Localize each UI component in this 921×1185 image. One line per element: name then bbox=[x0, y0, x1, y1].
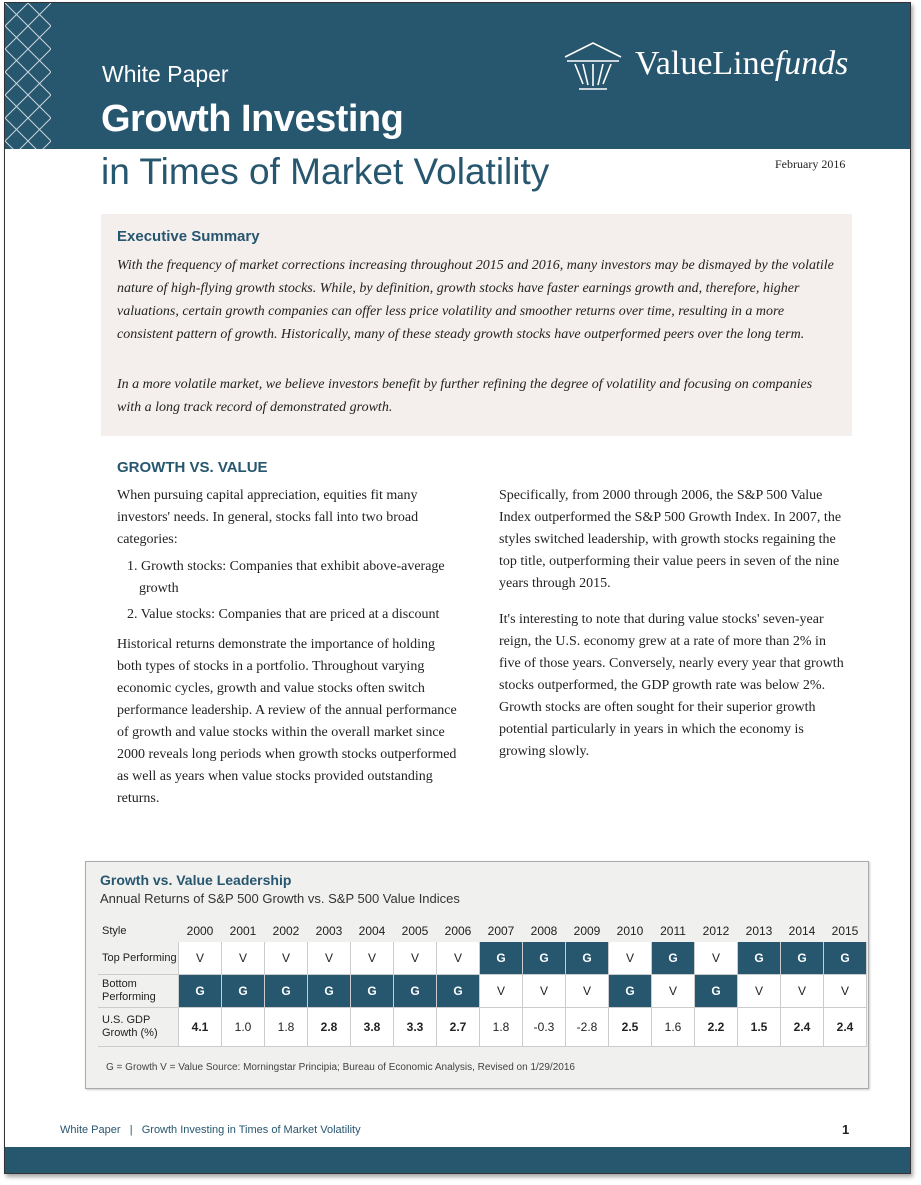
year-header: 2011 bbox=[652, 920, 695, 942]
gdp-growth-cell: 2.2 bbox=[695, 1008, 738, 1047]
table-subtitle: Annual Returns of S&P 500 Growth vs. S&P 500 Value Indices bbox=[100, 891, 460, 906]
right-column bbox=[499, 485, 844, 763]
intro-paragraph: When pursuing capital appreciation, equities fit many investors' needs. In general, stocks fall into two broad categories: bbox=[117, 488, 419, 547]
year-header: 2004 bbox=[351, 920, 394, 942]
year-header-row bbox=[98, 920, 867, 942]
table-title: Growth vs. Value Leadership bbox=[100, 872, 292, 888]
executive-summary-heading: Executive Summary bbox=[117, 228, 260, 245]
gdp-growth-cell: 1.8 bbox=[480, 1008, 523, 1047]
leadership-table bbox=[98, 920, 867, 1047]
page-footer: White Paper | Growth Investing in Times of Market Volatility bbox=[60, 1124, 361, 1136]
bottom-performing-cell: G bbox=[308, 975, 351, 1008]
gdp-growth-cell: -0.3 bbox=[523, 1008, 566, 1047]
year-header: 2002 bbox=[265, 920, 308, 942]
list-item: 2. Value stocks: Companies that are priced at a discount bbox=[127, 607, 440, 622]
top-performing-cell: V bbox=[179, 942, 222, 975]
valueline-logo bbox=[561, 39, 871, 99]
year-header: 2015 bbox=[824, 920, 867, 942]
leadership-table-box bbox=[85, 861, 869, 1089]
gdp-growth-cell: 3.8 bbox=[351, 1008, 394, 1047]
bottom-performing-cell: G bbox=[394, 975, 437, 1008]
gdp-growth-cell: 1.0 bbox=[222, 1008, 265, 1047]
top-performing-cell: G bbox=[738, 942, 781, 975]
document-page bbox=[4, 2, 911, 1174]
gdp-growth-cell: 2.8 bbox=[308, 1008, 351, 1047]
bottom-performing-row bbox=[98, 975, 867, 1008]
bottom-performing-cell: V bbox=[652, 975, 695, 1008]
bottom-performing-cell: V bbox=[566, 975, 609, 1008]
top-performing-cell: V bbox=[308, 942, 351, 975]
gdp-growth-cell: 3.3 bbox=[394, 1008, 437, 1047]
bottom-performing-cell: G bbox=[222, 975, 265, 1008]
gdp-growth-cell: 1.8 bbox=[265, 1008, 308, 1047]
gdp-note-paragraph: It's interesting to note that during value stocks' seven-year reign, the U.S. economy grew at a rate of more than 2% in five of those years. Conversely, nearly every year that growth stocks outperformed, the GDP growth rate was below 2%. Growth stocks are often sought for their superior growth potential particularly in years in which the economy is growing slowly. bbox=[499, 612, 844, 759]
category-list bbox=[117, 556, 462, 626]
page-subtitle: in Times of Market Volatility bbox=[101, 151, 550, 192]
bottom-performing-cell: G bbox=[609, 975, 652, 1008]
executive-summary-paragraph-1: With the frequency of market corrections increasing throughout 2015 and 2016, many investors may be dismayed by the volatile nature of high-flying growth stocks. While, by definition, growth stocks have faster earnings growth and, therefore, higher valuations, certain growth companies can offer less price volatility and smoother returns over time, resulting in a more consistent pattern of growth. Historically, many of these steady growth stocks have outperformed peers over the long term. bbox=[117, 258, 834, 342]
year-header: 2005 bbox=[394, 920, 437, 942]
footer-bar bbox=[5, 1147, 910, 1173]
year-header: 2007 bbox=[480, 920, 523, 942]
year-header: 2000 bbox=[179, 920, 222, 942]
bottom-performing-cell: G bbox=[351, 975, 394, 1008]
top-performing-cell: V bbox=[437, 942, 480, 975]
logo-wordmark: ValueLinefunds bbox=[635, 45, 849, 82]
year-header: 2001 bbox=[222, 920, 265, 942]
top-performing-cell: G bbox=[566, 942, 609, 975]
gdp-growth-row bbox=[98, 1008, 867, 1047]
bottom-performing-cell: G bbox=[179, 975, 222, 1008]
year-header: 2009 bbox=[566, 920, 609, 942]
year-header: 2012 bbox=[695, 920, 738, 942]
table-footnote: G = Growth V = Value Source: Morningstar Principia; Bureau of Economic Analysis, Revised on 1/29/2016 bbox=[106, 1062, 575, 1073]
top-performing-cell: V bbox=[609, 942, 652, 975]
year-header: 2003 bbox=[308, 920, 351, 942]
top-performing-cell: G bbox=[480, 942, 523, 975]
gdp-growth-cell: 2.4 bbox=[781, 1008, 824, 1047]
gdp-growth-cell: 4.1 bbox=[179, 1008, 222, 1047]
historical-returns-paragraph: Historical returns demonstrate the importance of holding both types of stocks in a portfolio. Throughout varying economic cycles, growth and value stocks often switch performance leadership. A review of the annual performance of growth and value stocks within the overall market since 2000 reveals long periods when growth stocks outperformed as well as years when value stocks provided outstanding returns. bbox=[117, 637, 457, 806]
bottom-performing-cell: V bbox=[824, 975, 867, 1008]
publication-date: February 2016 bbox=[775, 157, 846, 171]
year-header: 2013 bbox=[738, 920, 781, 942]
growth-vs-value-heading: GROWTH VS. VALUE bbox=[117, 459, 268, 476]
doc-type-label: White Paper bbox=[102, 61, 229, 87]
bottom-performing-cell: V bbox=[738, 975, 781, 1008]
gdp-growth-cell: 1.6 bbox=[652, 1008, 695, 1047]
bottom-performing-cell: G bbox=[265, 975, 308, 1008]
gdp-growth-cell: 2.5 bbox=[609, 1008, 652, 1047]
bottom-performing-cell: G bbox=[437, 975, 480, 1008]
year-header: 2014 bbox=[781, 920, 824, 942]
page-title: Growth Investing bbox=[101, 98, 404, 140]
top-performing-row bbox=[98, 942, 867, 975]
left-column bbox=[117, 485, 462, 810]
bottom-performing-cell: G bbox=[695, 975, 738, 1008]
year-header: 2010 bbox=[609, 920, 652, 942]
top-performing-cell: V bbox=[265, 942, 308, 975]
top-performing-cell: V bbox=[351, 942, 394, 975]
gdp-growth-cell: -2.8 bbox=[566, 1008, 609, 1047]
temple-logo-icon bbox=[561, 39, 625, 95]
gdp-growth-cell: 2.7 bbox=[437, 1008, 480, 1047]
gdp-growth-cell: 2.4 bbox=[824, 1008, 867, 1047]
top-performing-cell: G bbox=[824, 942, 867, 975]
list-item: 1. Growth stocks: Companies that exhibit above-average growth bbox=[127, 559, 445, 596]
bottom-performing-cell: V bbox=[480, 975, 523, 1008]
top-performing-label: Top Performing bbox=[98, 942, 179, 975]
bottom-performing-cell: V bbox=[781, 975, 824, 1008]
page-number: 1 bbox=[842, 1122, 850, 1137]
gdp-growth-label: U.S. GDP Growth (%) bbox=[98, 1008, 179, 1047]
top-performing-cell: G bbox=[781, 942, 824, 975]
top-performing-cell: V bbox=[695, 942, 738, 975]
top-performing-cell: G bbox=[652, 942, 695, 975]
lattice-pattern bbox=[5, 3, 51, 353]
specifically-paragraph: Specifically, from 2000 through 2006, the S&P 500 Value Index outperformed the S&P 500 Growth Index. In 2007, the styles switched leadership, with growth stocks regaining the top title, outperforming their value peers in seven of the nine years through 2015. bbox=[499, 488, 842, 591]
year-header: 2008 bbox=[523, 920, 566, 942]
gdp-growth-cell: 1.5 bbox=[738, 1008, 781, 1047]
bottom-performing-cell: V bbox=[523, 975, 566, 1008]
executive-summary-paragraph-2: In a more volatile market, we believe investors benefit by further refining the degree of volatility and focusing on companies with a long track record of demonstrated growth. bbox=[117, 377, 813, 415]
executive-summary-box bbox=[101, 214, 852, 436]
top-performing-cell: V bbox=[394, 942, 437, 975]
bottom-performing-label: Bottom Performing bbox=[98, 975, 179, 1008]
style-header: Style bbox=[98, 920, 179, 942]
year-header: 2006 bbox=[437, 920, 480, 942]
top-performing-cell: G bbox=[523, 942, 566, 975]
top-performing-cell: V bbox=[222, 942, 265, 975]
